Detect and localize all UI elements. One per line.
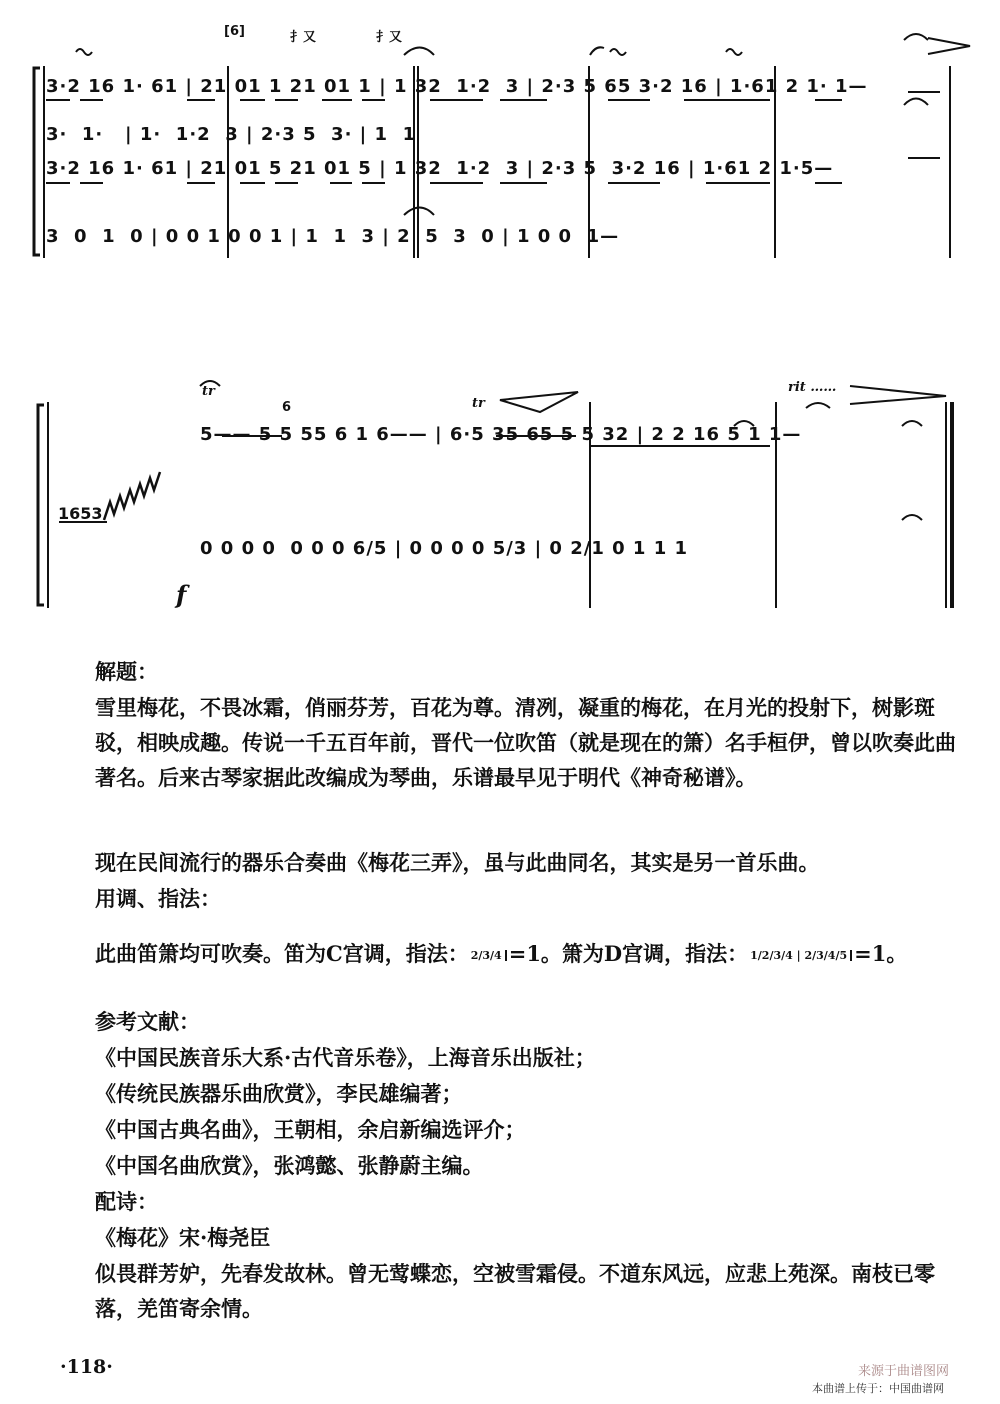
reference-4: 《中国名曲欣赏》，张鸿懿、张静蔚主编。 bbox=[95, 1153, 484, 1178]
rehearsal-mark: [6] bbox=[224, 24, 245, 39]
dynamic-forte: f bbox=[176, 580, 187, 609]
heading-title: 解题： bbox=[95, 659, 158, 684]
trill-mark-1: tr bbox=[202, 384, 215, 399]
technique-mark-1: 扌又 bbox=[290, 30, 317, 45]
fingering-fraction-1: 2/3/4 bbox=[471, 950, 507, 961]
paragraph-note: 现在民间流行的器乐合奏曲《梅花三弄》，虽与此曲同名，其实是另一首乐曲。 bbox=[95, 850, 820, 875]
fingering-text-a: 此曲笛箫均可吹奏。笛为C宫调，指法： bbox=[95, 941, 469, 966]
music-score bbox=[0, 0, 1000, 640]
trill-mark-2: tr bbox=[472, 396, 485, 411]
reference-3: 《中国古典名曲》，王朝相，余启新编选评介； bbox=[95, 1117, 526, 1142]
heading-key: 用调、指法： bbox=[95, 886, 221, 911]
footer-source: 本曲谱上传于：中国曲谱网 bbox=[812, 1382, 944, 1395]
grace-note: 6 bbox=[282, 400, 292, 415]
heading-refs: 参考文献： bbox=[95, 1009, 200, 1034]
score-row-6: 0 0 0 0 0 0 0 6/5 | 0 0 0 0 5/3 | 0 2/1 0 1 1 1 bbox=[200, 538, 689, 559]
watermark: 来源于曲谱图网 bbox=[858, 1364, 950, 1379]
page-number: ·118· bbox=[60, 1356, 113, 1378]
fingering-fraction-2: 1/2/3/4 | 2/3/4/5 bbox=[750, 950, 852, 961]
paragraph-fingering bbox=[95, 936, 985, 971]
grace-notes: 1653 bbox=[58, 504, 103, 523]
poem-title: 《梅花》宋·梅尧臣 bbox=[95, 1225, 271, 1250]
score-row-5: 5—— 5 5 55 6 1 6—— | 6·5 35 65 5 5 32 | 2 2 16 5 1 1— bbox=[200, 424, 802, 445]
score-row-1: 3·2 16 1· 61 | 21 01 1 21 01 1 | 1 32 1·2 3 | 2·3 5 65 3·2 16 | 1·61 2 1· 1— bbox=[46, 76, 868, 97]
score-row-2: 3· 1· | 1· 1·2 3 | 2·3 5 3· | 1 1 bbox=[46, 124, 417, 145]
paragraph-intro-text: 雪里梅花，不畏冰霜，俏丽芬芳，百花为尊。清冽，凝重的梅花，在月光的投射下，树影斑驳，相映成趣。传说一千五百年前，晋代一位吹笛（就是现在的箫）名手桓伊，曾以吹奏此曲著名。后来古琴家据此改编成为琴曲，乐谱最早见于明代《神奇秘谱》。 bbox=[95, 695, 956, 790]
paragraph-intro bbox=[95, 690, 975, 795]
reference-2: 《传统民族器乐曲欣赏》，李民雄编著； bbox=[95, 1081, 463, 1106]
fingering-text-c: =1。 bbox=[854, 941, 908, 966]
score-row-3: 3·2 16 1· 61 | 21 01 5 21 01 5 | 1 32 1·2 3 | 2·3 5 3·2 16 | 1·61 2 1·5— bbox=[46, 158, 834, 179]
technique-mark-2: 扌又 bbox=[376, 30, 403, 45]
fingering-text-b: =1。箫为D宫调，指法： bbox=[508, 941, 749, 966]
reference-1: 《中国民族音乐大系·古代音乐卷》，上海音乐出版社； bbox=[95, 1045, 596, 1070]
heading-poem: 配诗： bbox=[95, 1189, 158, 1214]
rit-mark: rit …… bbox=[788, 380, 837, 395]
score-row-4: 3 0 1 0 | 0 0 1 0 0 1 | 1 1 3 | 2 5 3 0 | 1 0 0 1— bbox=[46, 226, 620, 247]
poem-body: 似畏群芳妒，先春发故林。曾无莺蝶恋，空被雪霜侵。不道东风远，应悲上苑深。南枝已零落，羌笛寄余情。 bbox=[95, 1261, 935, 1321]
